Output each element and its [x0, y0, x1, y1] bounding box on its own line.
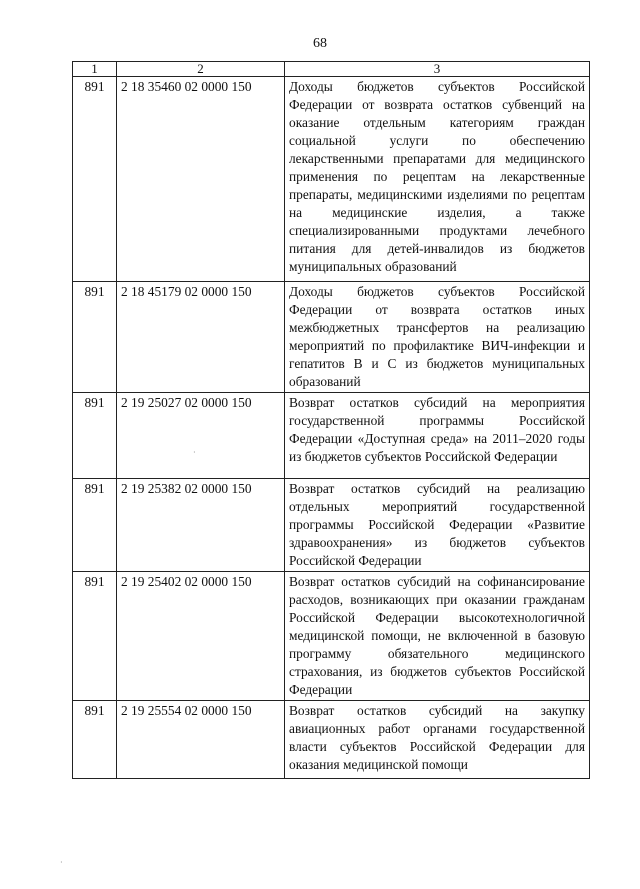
admin-code-cell: 891 [73, 77, 117, 282]
budget-codes-table [72, 61, 590, 779]
kbk-code-cell: 2 19 25554 02 0000 150 [117, 701, 285, 779]
table-row [73, 479, 590, 572]
kbk-code-cell: 2 19 25027 02 0000 150 [117, 393, 285, 479]
header-col-3: 3 [285, 62, 590, 77]
scan-speck: · [60, 858, 63, 867]
admin-code-cell: 891 [73, 393, 117, 479]
admin-code-cell: 891 [73, 572, 117, 701]
kbk-code-cell: 2 18 35460 02 0000 150 [117, 77, 285, 282]
kbk-code-cell: 2 18 45179 02 0000 150 [117, 282, 285, 393]
admin-code-cell: 891 [73, 282, 117, 393]
table-row [73, 572, 590, 701]
kbk-code-cell: 2 19 25382 02 0000 150 [117, 479, 285, 572]
kbk-code-cell: 2 19 25402 02 0000 150 [117, 572, 285, 701]
scan-speck: · [193, 448, 196, 457]
description-cell: Возврат остатков субсидий на софинансирование расходов, возникающих при оказании гражданам Российской Федерации высокотехнологичной медицинской помощи, не включенной в базовую программу обязательного медицинского страхования, из бюджетов субъектов Российской Федерации [285, 572, 590, 701]
header-row [73, 62, 590, 77]
admin-code-cell: 891 [73, 479, 117, 572]
description-cell: Возврат остатков субсидий на закупку авиационных работ органами государственной власти субъектов Российской Федерации для оказания медицинской помощи [285, 701, 590, 779]
description-cell: Доходы бюджетов субъектов Российской Федерации от возврата остатков субвенций на оказание отдельным категориям граждан социальной услуги по обеспечению лекарственными препаратами для медицинского применения по рецептам на лекарственные препараты, медицинскими изделиями по рецептам на медицинские изделия, а также специализированными продуктами лечебного питания для детей-инвалидов из бюджетов муниципальных образований [285, 77, 590, 282]
description-cell: Доходы бюджетов субъектов Российской Федерации от возврата остатков иных межбюджетных трансфертов на реализацию мероприятий по профилактике ВИЧ-инфекции и гепатитов В и С из бюджетов муниципальных образований [285, 282, 590, 393]
table-row [73, 393, 590, 479]
page-number: 68 [313, 36, 327, 51]
table-row [73, 77, 590, 282]
table-header [73, 62, 590, 77]
header-col-1: 1 [73, 62, 117, 77]
table-body [73, 77, 590, 779]
header-col-2: 2 [117, 62, 285, 77]
table-row [73, 701, 590, 779]
description-cell: Возврат остатков субсидий на мероприятия государственной программы Российской Федерации «Доступная среда» на 2011–2020 годы из бюджетов субъектов Российской Федерации [285, 393, 590, 479]
admin-code-cell: 891 [73, 701, 117, 779]
table-row [73, 282, 590, 393]
description-cell: Возврат остатков субсидий на реализацию отдельных мероприятий государственной программы Российской Федерации «Развитие здравоохранения» из бюджетов субъектов Российской Федерации [285, 479, 590, 572]
